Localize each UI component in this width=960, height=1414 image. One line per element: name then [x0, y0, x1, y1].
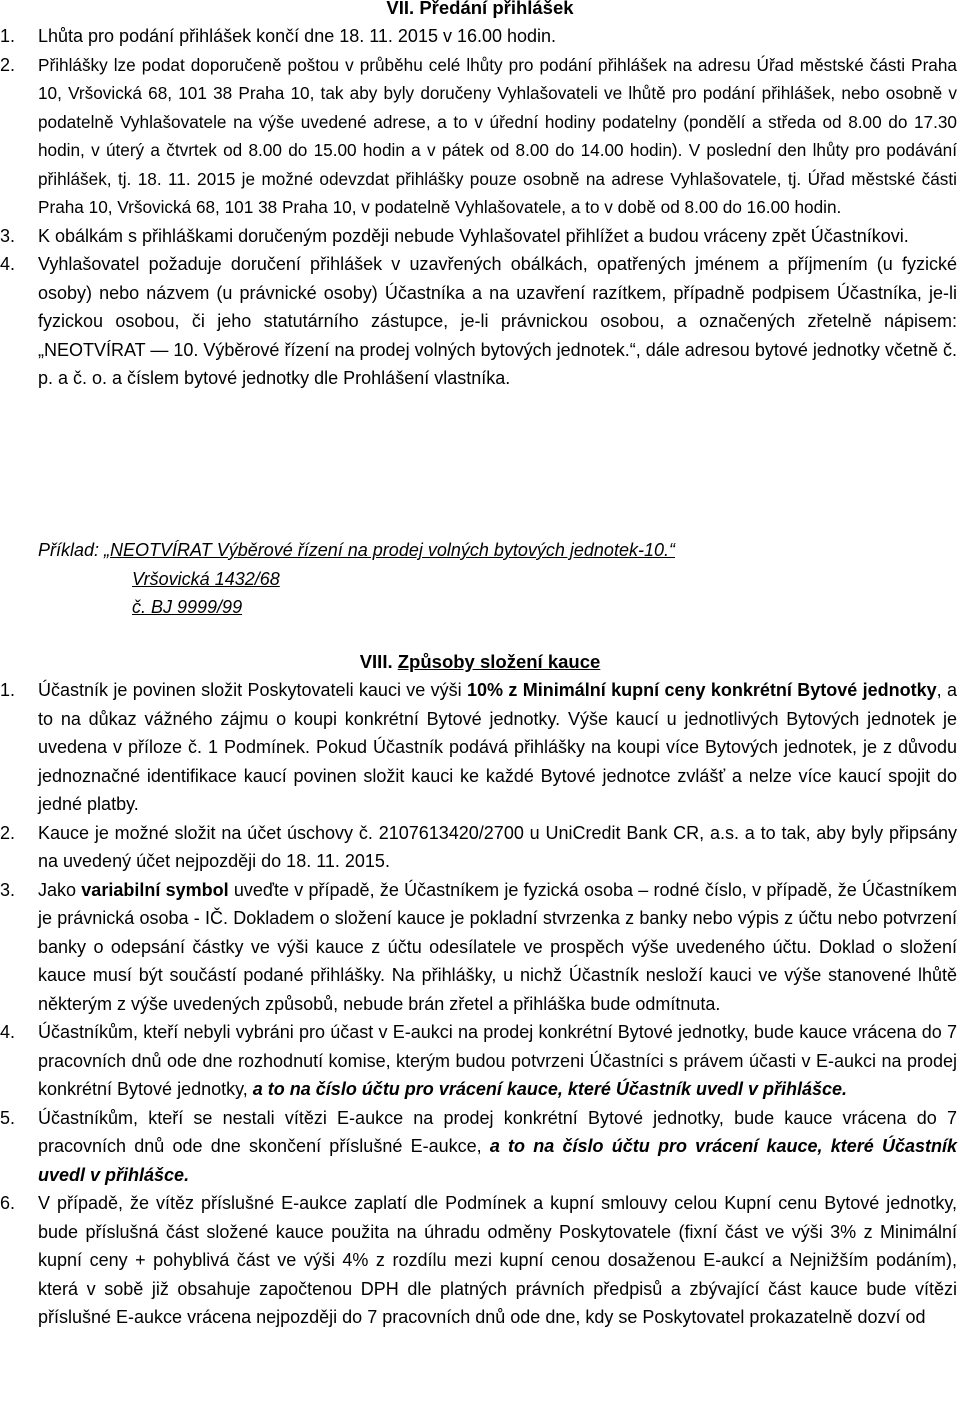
item-text: [38, 819, 957, 876]
item-text: [38, 1104, 957, 1190]
section-viii-list: [0, 676, 957, 1332]
section-viii-heading: [0, 648, 960, 677]
section-viii-number: VIII.: [359, 651, 398, 672]
list-item: [0, 819, 957, 876]
emphasis-text: 10% z Minimální kupní ceny konkrétní Bytové jednotky: [467, 680, 937, 700]
item-number: 3.: [0, 879, 16, 900]
item-number: 1.: [0, 680, 16, 700]
text-run: Jako: [38, 879, 82, 900]
emphasis-text: a to na číslo účtu pro vrácení kauce, které Účastník uvedl v přihlášce.: [252, 1079, 848, 1099]
item-number: 2.: [0, 54, 16, 75]
list-item: [0, 51, 957, 222]
item-number: 6.: [0, 1193, 16, 1213]
item-number: 5.: [0, 1107, 16, 1128]
text-run: , a to na důkaz vážného zájmu o koupi konkrétní Bytové jednotky. Výše kaucí u jednotlivých Bytových jednotek je uvedena v příloze č. 1 Podmínek. Pokud Účastník podává přihlášky na koupi více Bytových jednotek, je z důvodu jednoznačné identifikace kaucí povinen složit kauci ke každé Bytové jednotce zvlášť a nelze více kaucí spojit do jedné platby.: [38, 680, 957, 814]
list-item: [0, 22, 957, 51]
section-vii-heading: VII. Předání přihlášek: [386, 0, 574, 18]
item-text: Přihlášky lze podat doporučeně poštou v průběhu celé lhůty pro podání přihlášek na adresu Úřad městské části Praha 10, Vršovická 68, 101 38 Praha 10, tak aby byly doručeny Vyhlašovateli ve lhůtě pro podání přihlášek, nebo osobně v podatelně Vyhlašovatele na výše uvedené adrese, a to v úřední hodiny podatelny (pondělí a středa od 8.00 do 17.30 hodin, v úterý a čtvrtek od 8.00 do 15.00 hodin a v pátek od 8.00 do 14.00 hodin). V poslední den lhůty pro podávání přihlášek, tj. 18. 11. 2015 je možné odevzdat přihlášky pouze osobně na adrese Vyhlašovatele, tj. Úřad městské části Praha 10, Vršovická 68, 101 38 Praha 10, v podatelně Vyhlašovatele, a to v době od 8.00 do 16.00 hodin.: [38, 54, 957, 217]
list-item: [0, 1104, 957, 1190]
example-text: „NEOTVÍRAT Výběrové řízení na prodej volných bytových jednotek-10.“: [104, 540, 675, 560]
item-text: Lhůta pro podání přihlášek končí dne 18. 11. 2015 v 16.00 hodin.: [38, 26, 557, 46]
item-number: 1.: [0, 26, 16, 46]
example-address: Vršovická 1432/68: [132, 568, 280, 589]
item-text: [38, 1018, 957, 1104]
item-text: K obálkám s přihláškami doručeným později nebude Vyhlašovatel přihlížet a budou vráceny zpět Účastníkovi.: [38, 225, 909, 246]
section-vii-list: [0, 22, 957, 393]
list-item: [0, 676, 957, 819]
item-text: [38, 676, 957, 819]
item-number: 3.: [0, 225, 16, 246]
example-line: [38, 536, 675, 565]
emphasis-text: variabilní symbol: [81, 879, 229, 900]
list-item: [0, 876, 957, 1019]
item-text: [38, 876, 957, 1019]
example-unit-number: č. BJ 9999/99: [132, 597, 243, 617]
item-number: 2.: [0, 822, 16, 843]
list-item: [0, 1018, 957, 1104]
example-block: [38, 536, 675, 622]
example-label: Příklad:: [38, 540, 100, 560]
emphasis-text: a to na číslo účtu pro vrácení kauce, které Účastník uvedl v přihlášce.: [38, 1136, 957, 1185]
text-run: Kauce je možné složit na účet úschovy č. 2107613420/2700 u UniCredit Bank CR, a.s. a to tak, aby byly připsány na uvedený účet nejpozději do 18. 11. 2015.: [38, 822, 957, 871]
list-item: [0, 250, 957, 393]
list-item: [0, 1189, 957, 1332]
text-run: Účastníkům, kteří se nestali vítězi E-aukce na prodej konkrétní Bytové jednotky, bude kauce vrácena do 7 pracovních dnů ode dne skončení příslušné E-aukce,: [38, 1107, 957, 1156]
item-text: [38, 1189, 957, 1332]
item-number: 4.: [0, 254, 16, 274]
section-viii-title: Způsoby složení kauce: [397, 651, 601, 672]
list-item: [0, 222, 957, 251]
text-run: uveďte v případě, že Účastníkem je fyzická osoba – rodné číslo, v případě, že Účastníkem je právnická osoba - IČ. Dokladem o složení kauce je pokladní stvrzenka z banky nebo výpis z účtu nebo potvrzení banky o odepsání částky ve výši kauce z účtu odesílatele ve prospěch výše uvedeného účtu. Doklad o složení kauce musí být součástí podané přihlášky. Na přihlášky, u nichž Účastník nesloží kauci ve výše stanovené lhůtě některým z výše uvedených způsobů, nebude brán zřetel a přihláška bude odmítnuta.: [38, 879, 957, 1014]
item-text: Vyhlašovatel požaduje doručení přihlášek v uzavřených obálkách, opatřených jménem a příjmením (u fyzické osoby) nebo názvem (u právnické osoby) Účastníka a na uzavření razítkem, případně podpisem Účastníka, je-li fyzickou osobou, či jeho statutárního zástupce, je-li právnickou osobou, a označených zřetelně nápisem: „NEOTVÍRAT — 10. Výběrové řízení na prodej volných bytových jednotek.“, dále adresou bytové jednotky včetně č. p. a č. o. a číslem bytové jednotky dle Prohlášení vlastníka.: [38, 254, 957, 388]
text-run: Účastník je povinen složit Poskytovateli kauci ve výši: [38, 680, 468, 700]
text-run: Účastníkům, kteří nebyli vybráni pro účast v E-aukci na prodej konkrétní Bytové jednotky, bude kauce vrácena do 7 pracovních dnů ode dne rozhodnutí komise, kterým budou potvrzeni Účastníci s právem účasti v E-aukci na prodej konkrétní Bytové jednotky,: [38, 1022, 957, 1099]
text-run: V případě, že vítěz příslušné E-aukce zaplatí dle Podmínek a kupní smlouvy celou Kupní cenu Bytové jednotky, bude příslušná část složené kauce použita na úhradu odměny Poskytovatele (fixní část ve výši 3% z Minimální kupní ceny + pohyblivá část ve výši 4% z rozdílu mezi kupní cenou dosaženou E-aukcí a Nejnižším podáním), která v sobě již obsahuje započtenou DPH dle platných právních předpisů a zbývající část kauce bude vítězi příslušné E-aukce vrácena nejpozději do 7 pracovních dnů ode dne, kdy se Poskytovatel prokazatelně dozví od: [38, 1193, 957, 1327]
item-number: 4.: [0, 1022, 16, 1042]
